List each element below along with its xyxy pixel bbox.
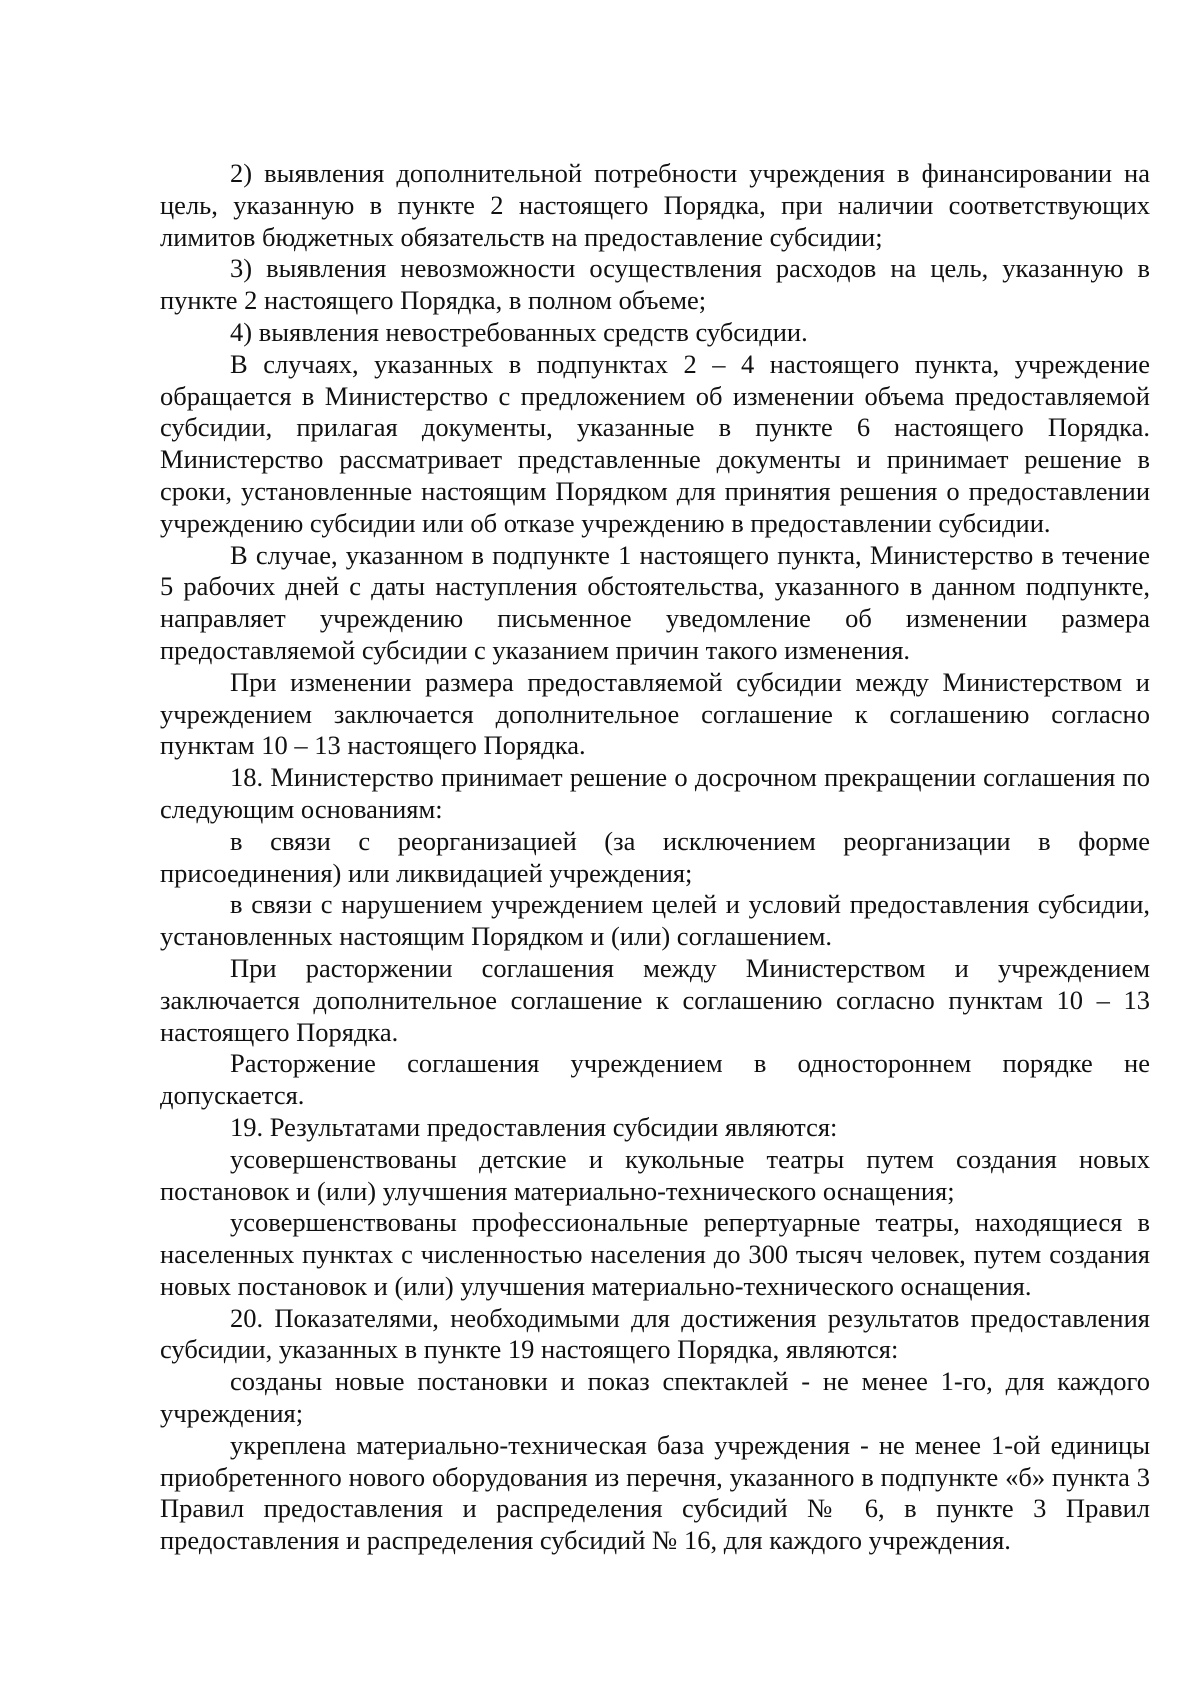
paragraph-case-1: В случае, указанном в подпункте 1 настоящего пункта, Министерство в течение 5 рабочих дней с даты наступления обстоятельства, указанного в данном подпункте, направляет учреждению письменное уведомление об изменении размера предоставляемой субсидии с указанием причин такого изменения. [160,539,1150,665]
paragraph-section-19: 19. Результатами предоставления субсидии являются: [230,1111,838,1142]
paragraph-reorganization: в связи с реорганизацией (за исключением реорганизации в форме присоединения) или ликвидацией учреждения; [160,825,1150,888]
paragraph-cases-2-4: В случаях, указанных в подпунктах 2 – 4 настоящего пункта, учреждение обращается в Министерство с предложением об изменении объема предоставляемой субсидии, прилагая документы, указанные в пункте 6 настоящего Порядка. Министерство рассматривает представленные документы и принимает решение в сроки, установленные настоящим Порядком для принятия решения о предоставлении учреждению субсидии или об отказе учреждению в предоставлении субсидии. [160,348,1150,538]
paragraph-section-18: 18. Министерство принимает решение о досрочном прекращении соглашения по следующим основаниям: [160,762,1150,824]
document-page [160,158,1150,1557]
paragraph-item-4: 4) выявления невостребованных средств субсидии. [230,316,808,347]
paragraph-indicator-2: укреплена материально-техническая база учреждения - не менее 1-ой единицы приобретенного нового оборудования из перечня, указанного в подпункте «б» пункта 3 Правил предоставления и распределения субсидий № 6, в пункте 3 Правил предоставления и распределения субсидий № 16, для каждого учреждения. [160,1429,1150,1556]
paragraph-violation: в связи с нарушением учреждением целей и условий предоставления субсидии, установленных настоящим Порядком и (или) соглашением. [160,889,1150,952]
paragraph-section-20: 20. Показателями, необходимыми для достижения результатов предоставления субсидии, указанных в пункте 19 настоящего Порядка, являются: [160,1302,1150,1365]
paragraph-indicator-1: созданы новые постановки и показ спектаклей - не менее 1-го, для каждого учреждения; [160,1366,1150,1429]
paragraph-result-2: усовершенствованы профессиональные репертуарные театры, находящиеся в населенных пунктах с численностью населения до 300 тысяч человек, путем создания новых постановок и (или) улучшения материально-технического оснащения. [160,1207,1150,1301]
paragraph-result-1: усовершенствованы детские и кукольные театры путем создания новых постановок и (или) улучшения материально-технического оснащения; [160,1143,1150,1206]
paragraph-item-3: 3) выявления невозможности осуществления расходов на цель, указанную в пункте 2 настоящего Порядка, в полном объеме; [160,253,1150,316]
paragraph-size-change: При изменении размера предоставляемой субсидии между Министерством и учреждением заключается дополнительное соглашение к соглашению согласно пунктам 10 – 13 настоящего Порядка. [160,666,1150,761]
paragraph-item-2: 2) выявления дополнительной потребности учреждения в финансировании на цель, указанную в пункте 2 настоящего Порядка, при наличии соответствующих лимитов бюджетных обязательств на предоставление субсидии; [160,158,1150,252]
paragraph-termination: При расторжении соглашения между Министерством и учреждением заключается дополнительное соглашение к соглашению согласно пунктам 10 – 13 настоящего Порядка. [160,952,1150,1047]
paragraph-unilateral: Расторжение соглашения учреждением в одностороннем порядке не допускается. [160,1048,1150,1111]
